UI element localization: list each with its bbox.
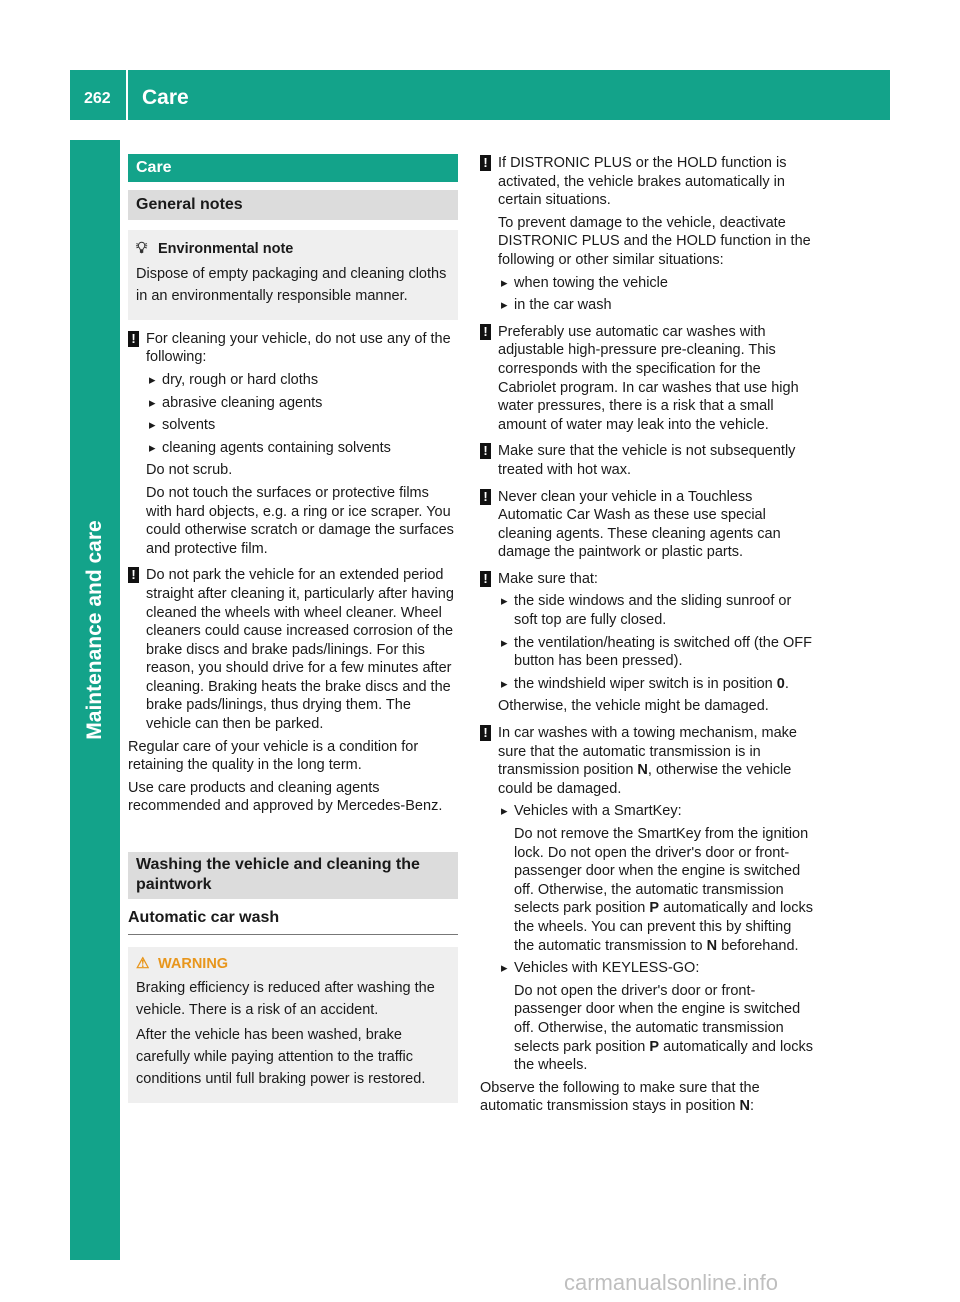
list-item: ▸ solvents — [146, 416, 458, 435]
caution-hot-wax-text: Make sure that the vehicle is not subsequently treated with hot wax. — [498, 443, 796, 478]
avoid-list — [146, 371, 458, 457]
observe-paragraph — [480, 1079, 814, 1116]
exclamation-icon: ! — [128, 331, 139, 347]
subsection-title: General notes — [128, 190, 458, 221]
smartkey-text-c: beforehand. — [717, 937, 799, 954]
list-item — [498, 675, 814, 694]
surfaces-note: Do not touch the surfaces or protective films with hard objects, e.g. a ring or ice scraper. You could otherwise scratch or damage the surfaces and protective film. — [146, 484, 454, 557]
keyless-text-a: Do not open the driver's door or front-passenger door when the engine is switched off. Otherwise, the automatic transmission selects park position — [514, 982, 801, 1055]
exclamation-icon: ! — [480, 489, 491, 505]
position-n: N — [739, 1098, 750, 1115]
exclamation-icon: ! — [480, 155, 491, 171]
left-column — [128, 154, 458, 1103]
warning-text-1: Braking efficiency is reduced after washing the vehicle. There is a risk of an accident. — [136, 980, 435, 1019]
checklist — [498, 592, 814, 693]
position-p: P — [649, 1038, 660, 1055]
page-number: 262 — [84, 90, 111, 107]
vehicle-type-list — [498, 802, 814, 1074]
caution-cleaning-text: For cleaning your vehicle, do not use any of the following: — [146, 330, 451, 366]
wiper-text: the windshield wiper switch is in position — [514, 675, 777, 692]
caution-make-sure — [480, 570, 814, 589]
caution-make-sure-text: Make sure that: — [498, 570, 598, 587]
exclamation-icon: ! — [480, 443, 491, 459]
exclamation-icon: ! — [128, 567, 139, 583]
list-item: ▸ abrasive cleaning agents — [146, 394, 458, 413]
caution-cleaning — [128, 330, 458, 367]
caution-touchless — [480, 488, 814, 562]
position-n: N — [706, 937, 718, 954]
smartkey-text — [514, 825, 814, 955]
warning-box — [128, 947, 458, 1104]
position-p: P — [649, 900, 660, 917]
care-paragraph-2: Use care products and cleaning agents recommended and approved by Mercedes-Benz. — [128, 779, 443, 815]
header-title: Care — [142, 86, 189, 109]
warning-text-2: After the vehicle has been washed, brake carefully while paying attention to the traffic conditions until full braking power is restored. — [136, 1027, 426, 1088]
warning-triangle-icon: ⚠︎ — [136, 954, 150, 972]
list-item: ▸ in the car wash — [498, 296, 814, 315]
otherwise-damaged: Otherwise, the vehicle might be damaged. — [498, 698, 769, 715]
smartkey-text-a: Do not remove the SmartKey from the ignition lock. Do not open the driver's door or front-passenger door when the engine is switched off. Otherwise, the automatic transmission selects park position — [514, 826, 809, 917]
towing-text-a: In car washes with a towing mechanism, make sure that the automatic transmission is in transmission position — [498, 725, 797, 779]
list-item-smartkey — [498, 802, 814, 955]
env-note-heading: Environmental note — [158, 241, 294, 258]
observe-text: Observe the following to make sure that the automatic transmission stays in position — [480, 1079, 760, 1115]
watermark: carmanualsonline.info — [564, 1270, 779, 1295]
keyless-go-text — [514, 982, 814, 1075]
caution-distronic — [480, 154, 814, 210]
lightbulb-icon: 💡︎ — [136, 240, 148, 258]
list-item: ▸ cleaning agents containing solvents — [146, 439, 458, 458]
chapter-label: Maintenance and care — [83, 520, 106, 740]
care-paragraph-1: Regular care of your vehicle is a condition for retaining the quality in the long term. — [128, 738, 419, 774]
page-header — [70, 70, 890, 120]
position-0: 0 — [776, 675, 785, 692]
list-item: ▸ the side windows and the sliding sunroof or soft top are fully closed. — [498, 592, 814, 629]
keyless-text-b: automatically and locks the wheels. — [514, 1038, 814, 1074]
situations-list — [498, 274, 814, 315]
automatic-car-wash-heading: Automatic car wash — [128, 909, 458, 935]
list-item: ▸ dry, rough or hard cloths — [146, 371, 458, 390]
washing-section-title: Washing the vehicle and cleaning the paintwork — [128, 852, 458, 899]
exclamation-icon: ! — [480, 324, 491, 340]
exclamation-icon: ! — [480, 571, 491, 587]
list-item: ▸ the ventilation/heating is switched off (the OFF button has been pressed). — [498, 634, 814, 671]
towing-text-b: , otherwise the vehicle could be damaged. — [498, 762, 792, 797]
keyless-go-label: Vehicles with KEYLESS-GO: — [514, 960, 700, 977]
section-title: Care — [128, 154, 458, 182]
caution-hot-wax — [480, 442, 814, 479]
distronic-deactivate-text: To prevent damage to the vehicle, deactivate DISTRONIC PLUS and the HOLD function in the following or other similar situations: — [498, 214, 811, 268]
caution-parking — [128, 566, 458, 733]
caution-towing-mechanism — [480, 724, 814, 798]
right-column — [480, 154, 814, 1120]
list-item: ▸ when towing the vehicle — [498, 274, 814, 293]
warning-heading: WARNING — [158, 955, 229, 972]
smartkey-text-b: automatically and locks the wheels. You can prevent this by shifting the automatic transmission to — [514, 900, 814, 954]
env-note-text: Dispose of empty packaging and cleaning cloths in an environmentally responsible manner. — [136, 265, 447, 304]
smartkey-label: Vehicles with a SmartKey: — [514, 803, 682, 820]
list-item-keyless-go — [498, 959, 814, 1075]
position-n: N — [637, 762, 648, 779]
caution-parking-text: Do not park the vehicle for an extended period straight after cleaning it, particularly after having cleaned the wheels with wheel cleaner. Wheel cleaners could cause increased corrosion of the brake discs and brake pads/linings. For this reason, you should drive for a few minutes after cleaning. Braking heats the brake discs and the brake pads/linings, thus drying them. The vehicle can then be parked. — [146, 567, 454, 733]
caution-distronic-text: If DISTRONIC PLUS or the HOLD function is activated, the vehicle brakes automatically in certain situations. — [498, 155, 787, 209]
period: . — [784, 675, 789, 692]
chapter-sidebar-tab — [70, 1236, 120, 1260]
header-divider — [126, 70, 128, 120]
environmental-note — [128, 230, 458, 320]
exclamation-icon: ! — [480, 725, 491, 741]
colon: : — [749, 1098, 755, 1115]
do-not-scrub: Do not scrub. — [146, 462, 233, 479]
caution-high-pressure-text: Preferably use automatic car washes with adjustable high-pressure pre-cleaning. This corresponds with the specification for the Cabriolet program. In car washes that use high water pressures, there is a risk that a small amount of water may leak into the vehicle. — [498, 323, 799, 433]
caution-touchless-text: Never clean your vehicle in a Touchless Automatic Car Wash as these use special cleaning agents. These cleaning agents can damage the paintwork or plastic parts. — [498, 488, 781, 561]
caution-high-pressure — [480, 323, 814, 435]
